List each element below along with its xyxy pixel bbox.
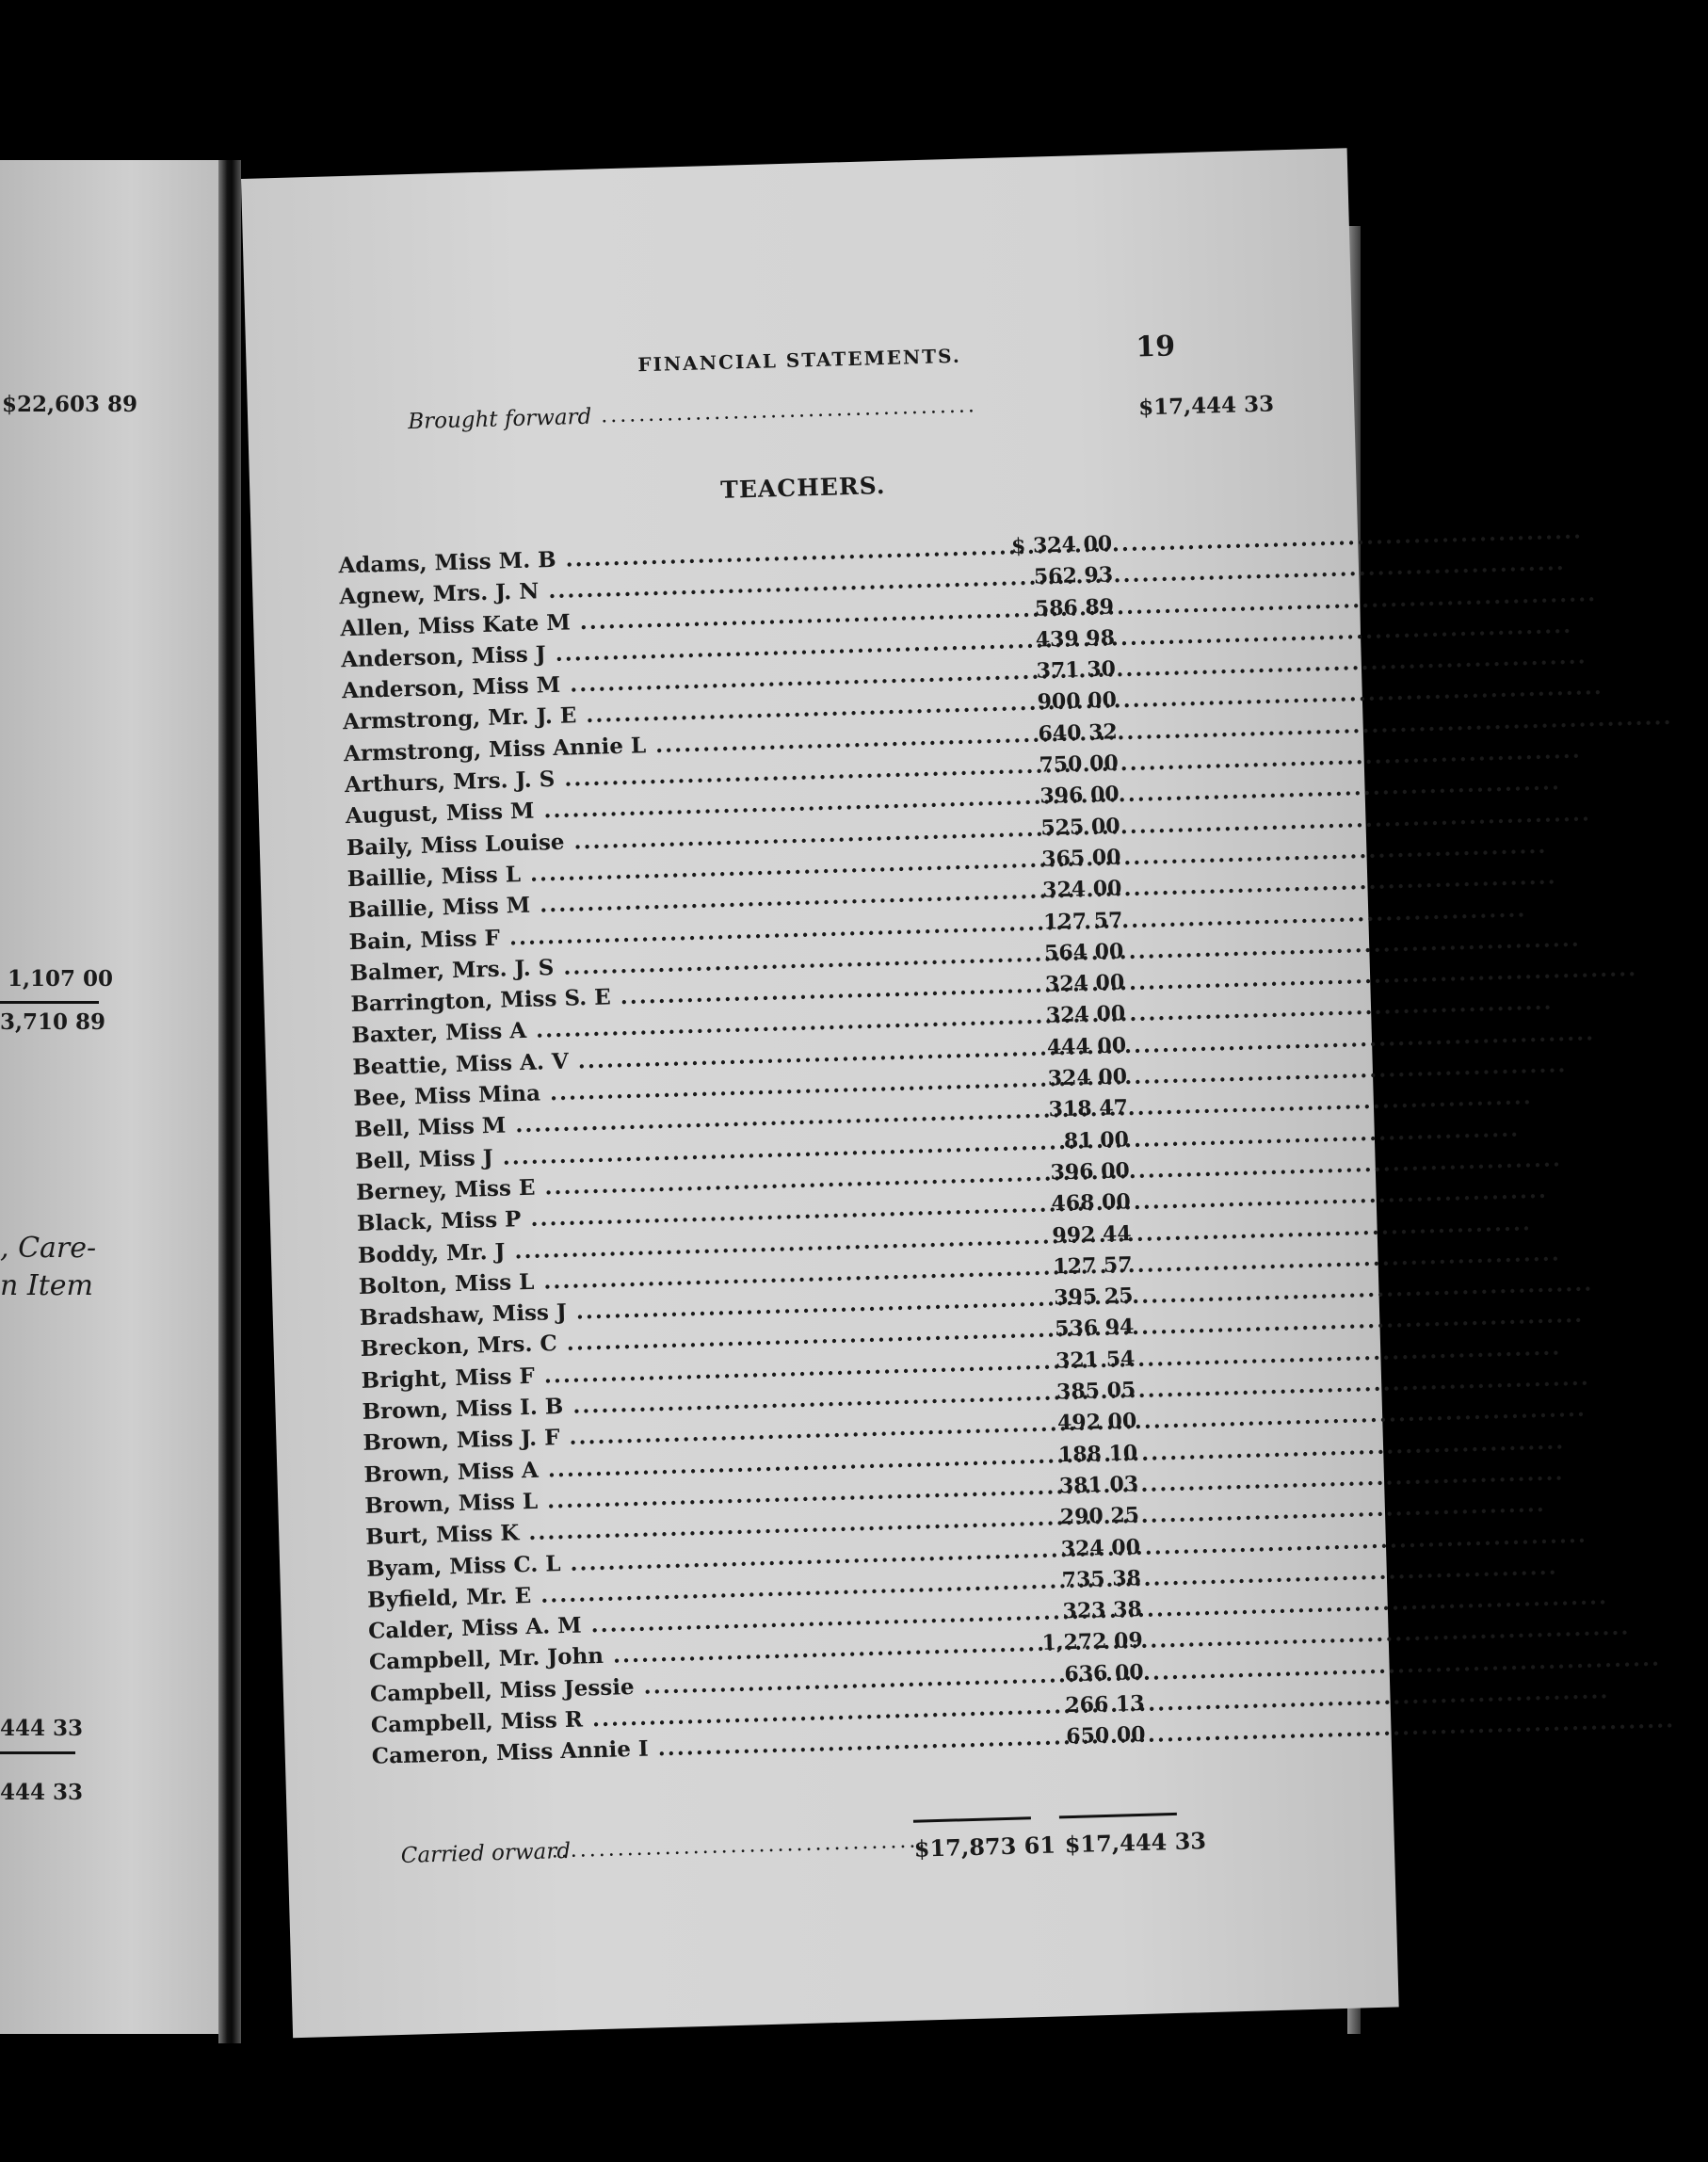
carried-forward-subtotal: $17,873 61 bbox=[913, 1831, 1056, 1863]
teacher-name: Barrington, Miss S. E ..... bbox=[350, 975, 963, 1017]
teacher-name: Calder, Miss A. M ..... bbox=[368, 1602, 981, 1644]
teacher-name: Campbell, Miss Jessie ..... bbox=[370, 1664, 983, 1706]
teacher-name: Baillie, Miss L ..... bbox=[346, 849, 959, 892]
left-amount-top: $22,603 89 bbox=[2, 392, 138, 417]
teacher-amount: 586 89 bbox=[1034, 593, 1115, 621]
teacher-list bbox=[338, 531, 1172, 1776]
carried-forward-line bbox=[363, 1819, 1272, 1882]
book-binding bbox=[218, 160, 241, 2043]
teacher-amount: 900 00 bbox=[1037, 687, 1118, 716]
teacher-amount: 525 00 bbox=[1040, 813, 1120, 841]
teacher-amount: 266 13 bbox=[1065, 1690, 1145, 1718]
teacher-amount: 365 00 bbox=[1040, 845, 1121, 872]
teacher-name: Campbell, Mr. John ..... bbox=[369, 1633, 982, 1675]
teacher-name: Burt, Miss K ..... bbox=[365, 1508, 978, 1550]
teacher-name: Bain, Miss F ..... bbox=[348, 912, 961, 955]
teacher-amount: 395 25 bbox=[1053, 1283, 1134, 1311]
teacher-name: Brown, Miss A ..... bbox=[363, 1444, 976, 1487]
brought-forward-label: Brought forward bbox=[407, 404, 592, 435]
left-rule-bottom bbox=[0, 1751, 75, 1754]
teacher-name: Allen, Miss Kate M ..... bbox=[340, 599, 953, 641]
teacher-name: Anderson, Miss M ..... bbox=[342, 661, 955, 703]
teacher-amount: 321 54 bbox=[1055, 1346, 1136, 1374]
teacher-name: Beattie, Miss A. V ..... bbox=[352, 1038, 965, 1080]
teacher-amount: 324 00 bbox=[1041, 876, 1122, 903]
carried-forward-leader: ........................................ bbox=[551, 1829, 928, 1864]
teacher-amount: 81 00 bbox=[1063, 1126, 1130, 1154]
teacher-name: Campbell, Miss R ..... bbox=[371, 1696, 984, 1738]
teacher-name: Balmer, Mrs. J. S ..... bbox=[349, 944, 962, 986]
teacher-name: Adams, Miss M. B ..... bbox=[338, 536, 951, 578]
teacher-name: Byfield, Mr. E ..... bbox=[367, 1570, 980, 1612]
teacher-name: Bee, Miss Mina ..... bbox=[353, 1069, 966, 1111]
carried-forward-total: $17,444 33 bbox=[1064, 1827, 1207, 1859]
page-header: FINANCIAL STATEMENTS. bbox=[637, 344, 962, 377]
teacher-amount: 127 57 bbox=[1042, 907, 1123, 935]
teacher-amount: 290 25 bbox=[1059, 1503, 1140, 1530]
teacher-amount: $ 324 00 bbox=[1010, 531, 1113, 559]
teacher-amount: 127 57 bbox=[1053, 1251, 1133, 1280]
teacher-amount: 324 00 bbox=[1060, 1534, 1141, 1561]
brought-forward-amount: $17,444 33 bbox=[1137, 391, 1275, 421]
teacher-name: Bell, Miss J ..... bbox=[355, 1132, 968, 1174]
teacher-amount: 444 00 bbox=[1046, 1032, 1127, 1060]
teacher-amount: 562 93 bbox=[1033, 562, 1114, 589]
teacher-name: Cameron, Miss Annie I ..... bbox=[371, 1727, 984, 1769]
teacher-name: Breckon, Mrs. C ..... bbox=[360, 1319, 973, 1362]
teacher-name: Boddy, Mr. J ..... bbox=[358, 1225, 971, 1267]
left-amount-mid-total: 3,710 89 bbox=[0, 1009, 106, 1035]
teacher-name: Anderson, Miss J ..... bbox=[341, 630, 954, 672]
teacher-amount: 324 00 bbox=[1045, 1001, 1126, 1028]
teacher-amount: 468 00 bbox=[1051, 1189, 1132, 1217]
teacher-name: Bright, Miss F ..... bbox=[361, 1351, 974, 1394]
teacher-amount: 324 00 bbox=[1047, 1064, 1128, 1091]
teacher-amount: 323 38 bbox=[1062, 1596, 1143, 1624]
teacher-amount: 564 00 bbox=[1043, 939, 1124, 966]
teacher-amount: 381 03 bbox=[1058, 1471, 1139, 1499]
teacher-amount: 1,272 09 bbox=[1041, 1628, 1144, 1656]
brought-forward-line bbox=[408, 385, 1275, 444]
brought-forward-leader: ........................................ bbox=[600, 394, 978, 428]
carried-forward-label: Carried orward bbox=[400, 1838, 572, 1868]
teacher-name: Brown, Miss J. F ..... bbox=[363, 1413, 975, 1456]
subtotal-rule bbox=[913, 1816, 1031, 1822]
teacher-amount: 371 30 bbox=[1036, 656, 1117, 684]
teacher-amount: 188 10 bbox=[1057, 1440, 1138, 1467]
teacher-amount: 992 44 bbox=[1052, 1220, 1132, 1248]
teacher-amount: 396 00 bbox=[1050, 1158, 1131, 1186]
left-text-item: n Item bbox=[0, 1269, 93, 1302]
total-rule bbox=[1059, 1813, 1177, 1818]
teacher-name: Bell, Miss M ..... bbox=[354, 1100, 967, 1142]
teacher-name: Baillie, Miss M ..... bbox=[347, 880, 960, 923]
teacher-amount: 750 00 bbox=[1039, 750, 1120, 778]
teacher-name: Armstrong, Mr. J. E ..... bbox=[343, 693, 956, 735]
teacher-amount: 396 00 bbox=[1039, 782, 1120, 809]
teacher-name: Brown, Miss I. B ..... bbox=[362, 1382, 975, 1425]
teacher-name: Armstrong, Miss Annie L ..... bbox=[344, 724, 957, 766]
left-text-care: , Care- bbox=[0, 1232, 97, 1265]
teacher-amount: 492 00 bbox=[1056, 1409, 1137, 1436]
teacher-name: Arthurs, Mrs. J. S ..... bbox=[345, 755, 958, 798]
teacher-amount: 636 00 bbox=[1064, 1659, 1145, 1686]
ledger-page bbox=[241, 148, 1399, 2038]
teacher-amount: 318 47 bbox=[1048, 1095, 1129, 1122]
left-amount-mid: 1,107 00 bbox=[8, 966, 114, 992]
teacher-amount: 324 00 bbox=[1044, 970, 1125, 997]
teacher-amount: 439 98 bbox=[1035, 625, 1116, 653]
teacher-name: Baily, Miss Louise ..... bbox=[346, 818, 959, 861]
left-amount-bottom-2: 444 33 bbox=[0, 1780, 84, 1805]
teacher-name: Berney, Miss E ..... bbox=[356, 1163, 969, 1205]
teacher-amount: 640 32 bbox=[1038, 719, 1119, 747]
left-rule-mid bbox=[0, 1001, 99, 1004]
teacher-name: Black, Miss P ..... bbox=[357, 1194, 970, 1236]
teacher-name: Baxter, Miss A ..... bbox=[351, 1006, 964, 1048]
previous-page bbox=[0, 160, 218, 2034]
teacher-name: August, Miss M ..... bbox=[346, 786, 959, 829]
teacher-name: Bradshaw, Miss J ..... bbox=[359, 1288, 972, 1331]
teacher-name: Bolton, Miss L ..... bbox=[359, 1257, 972, 1299]
teacher-amount: 735 38 bbox=[1061, 1565, 1142, 1593]
page-number: 19 bbox=[1135, 330, 1176, 364]
left-amount-bottom-1: 444 33 bbox=[0, 1716, 84, 1741]
section-title: TEACHERS. bbox=[719, 472, 886, 504]
teacher-amount: 536 94 bbox=[1054, 1315, 1135, 1342]
teacher-name: Agnew, Mrs. J. N ..... bbox=[339, 567, 952, 609]
teacher-name: Byam, Miss C. L ..... bbox=[366, 1539, 979, 1581]
teacher-amount: 650 00 bbox=[1065, 1722, 1146, 1750]
teacher-name: Brown, Miss L ..... bbox=[364, 1476, 977, 1519]
teacher-amount: 385 05 bbox=[1055, 1377, 1136, 1405]
